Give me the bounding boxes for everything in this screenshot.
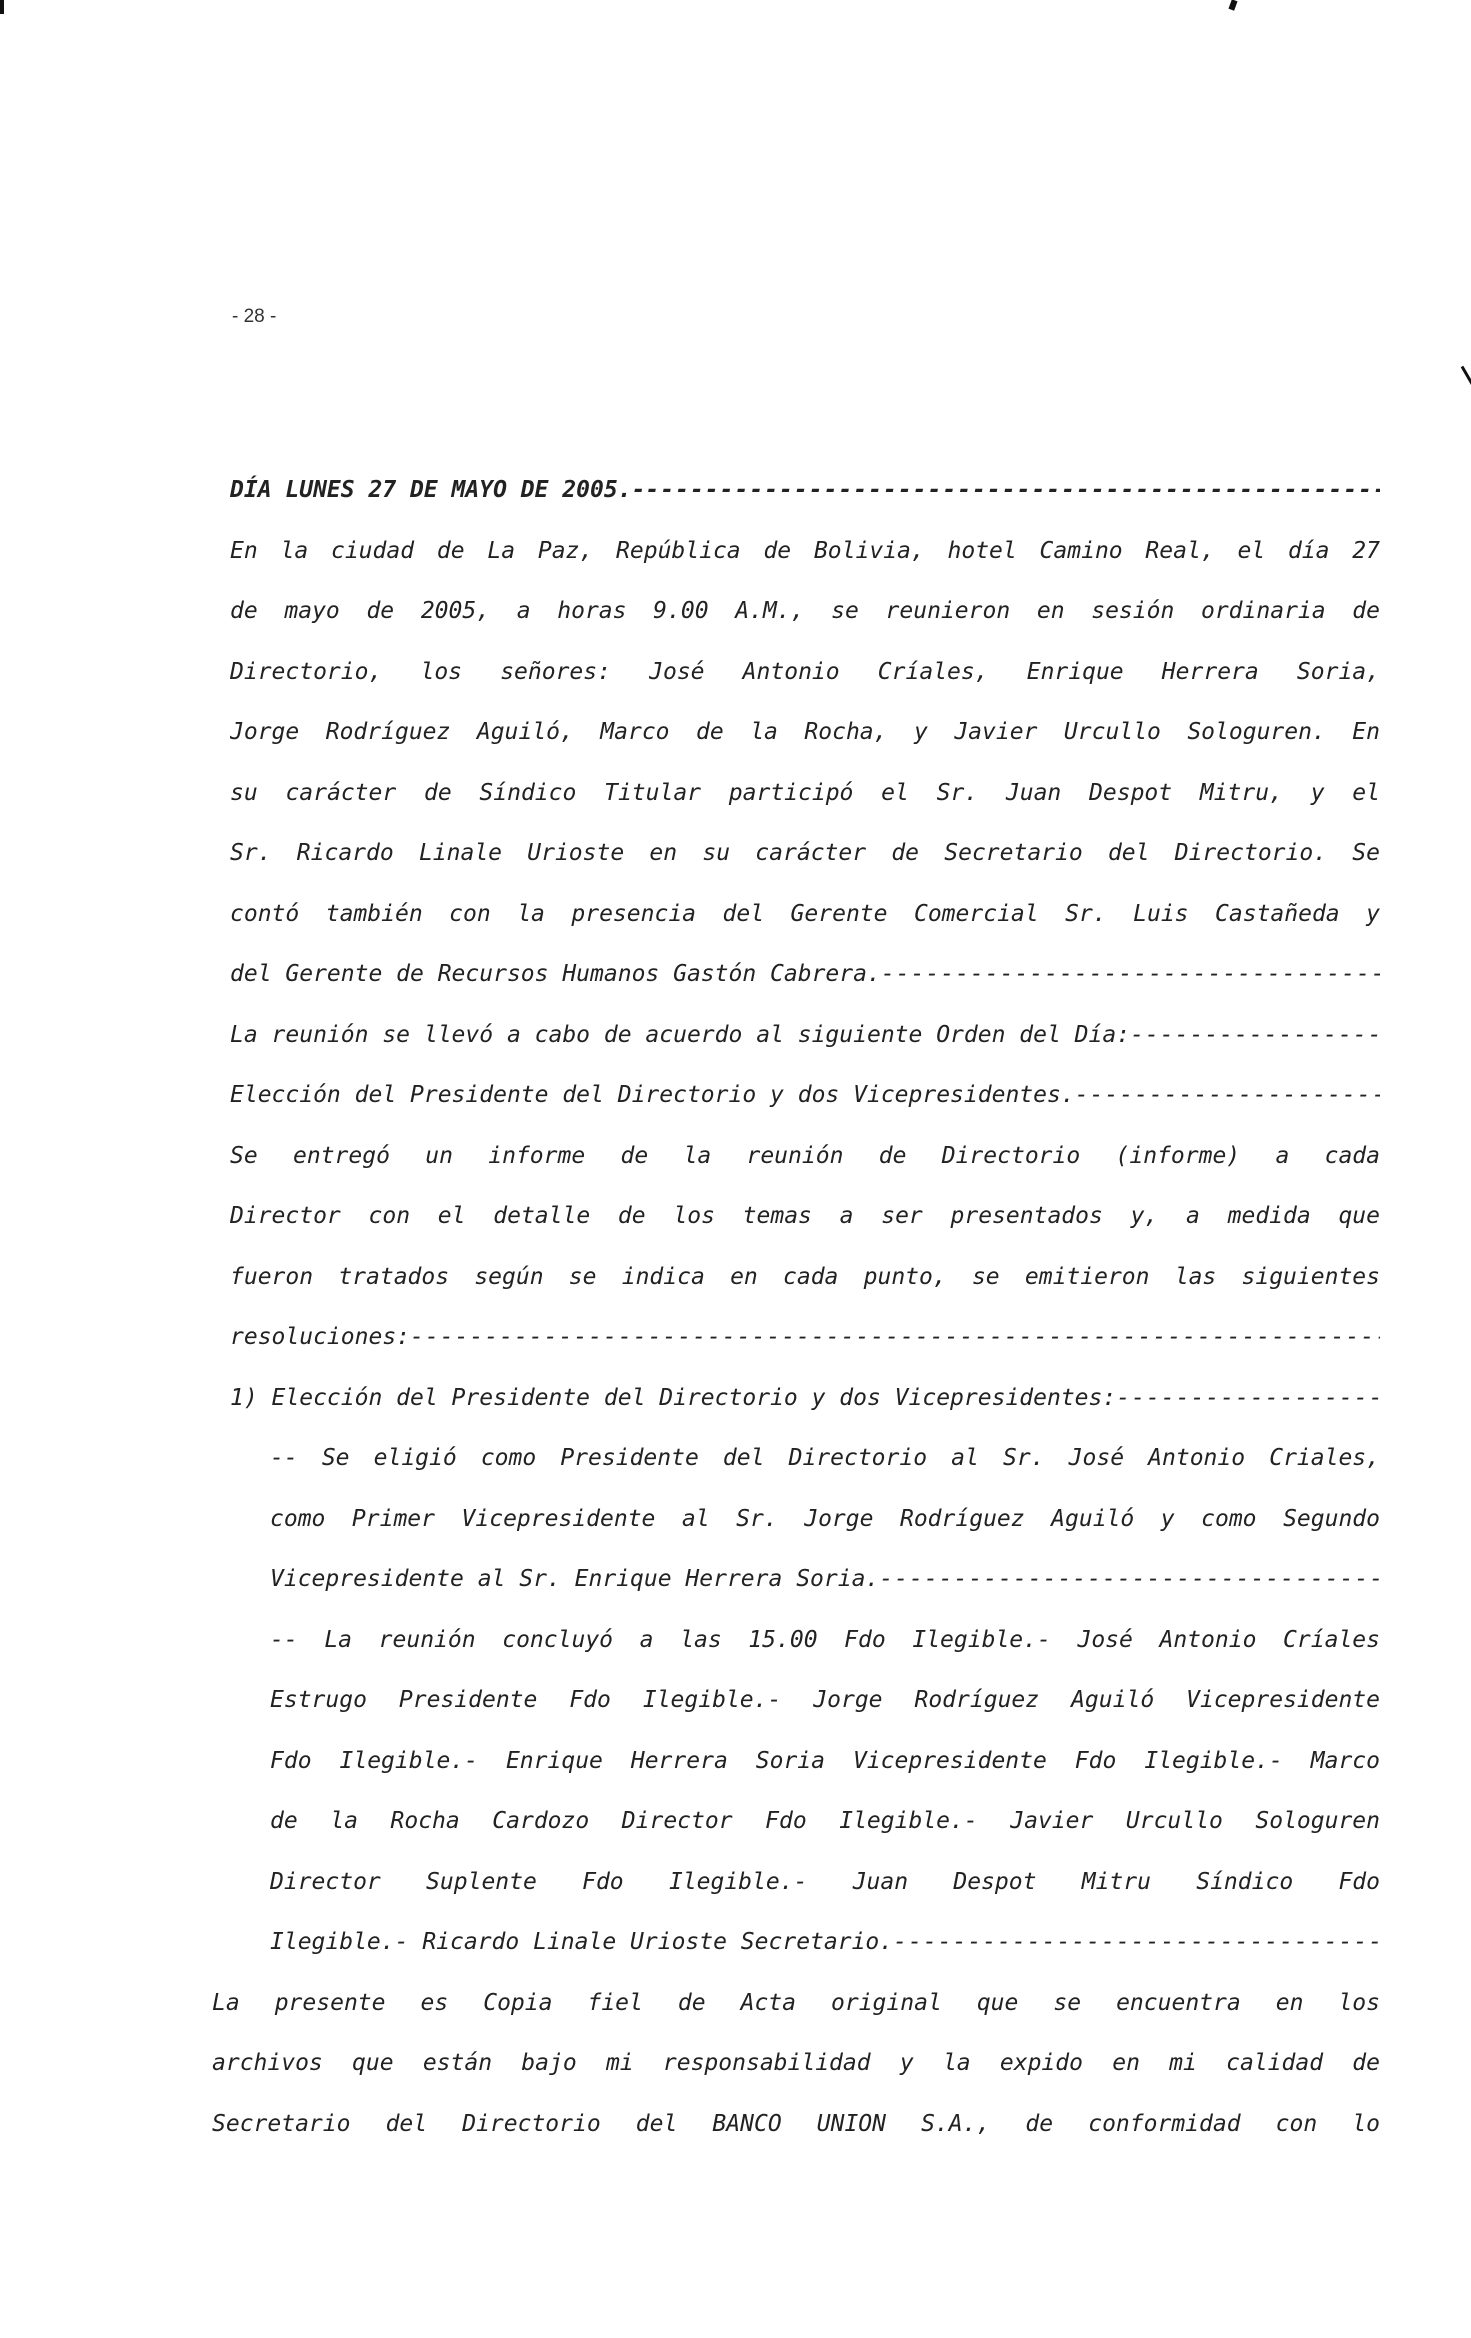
paragraph-line: Jorge Rodríguez Aguiló, Marco de la Rocha, y Javier Urcullo Sologuren. En	[230, 719, 1380, 745]
resolution-line: Vicepresidente al Sr. Enrique Herrera Soria. -----	[230, 1549, 1380, 1610]
paragraph-line: su carácter de Síndico Titular participó el Sr. Juan Despot Mitru, y el	[230, 779, 1380, 806]
signature-line: Ilegible.- Ricardo Linale Urioste Secretario. -----	[230, 1912, 1380, 1973]
certification-line: archivos que están bajo mi responsabilidad y la expido en mi calidad de	[212, 2050, 1380, 2076]
certification-line: Secretario del Directorio del BANCO UNION S.A., de conformidad con lo	[212, 2110, 1380, 2137]
certification-line: La presente es Copia fiel de Acta original que se encuentra en los	[212, 1989, 1380, 2016]
document-heading: DÍA LUNES 27 DE MAYO DE 2005.- -----	[230, 460, 1380, 521]
page-number: - 28 -	[232, 306, 277, 327]
signature-line: de la Rocha Cardozo Director Fdo Ilegible.- Javier Urcullo Sologuren	[270, 1808, 1380, 1834]
resolution-title-line: 1) Elección del Presidente del Directorio y dos Vicepresidentes: -----	[230, 1368, 1380, 1429]
signature-line: -- La reunión concluyó a las 15.00 Fdo Ilegible.- José Antonio Críales	[270, 1626, 1380, 1653]
agenda-item-line: Elección del Presidente del Directorio y dos Vicepresidentes. -----	[230, 1065, 1380, 1126]
scan-edge-mark-left	[0, 0, 4, 14]
signature-line: Estrugo Presidente Fdo Ilegible.- Jorge Rodríguez Aguiló Vicepresidente	[270, 1687, 1380, 1713]
paragraph-line: En la ciudad de La Paz, República de Bolivia, hotel Camino Real, el día 27	[230, 537, 1380, 564]
paragraph-line: Directorio, los señores: José Antonio Críales, Enrique Herrera Soria,	[230, 658, 1380, 685]
paragraph-line: Se entregó un informe de la reunión de Directorio (informe) a cada	[230, 1142, 1380, 1169]
resolution-line: como Primer Vicepresidente al Sr. Jorge Rodríguez Aguiló y como Segundo	[270, 1505, 1380, 1532]
paragraph-line: del Gerente de Recursos Humanos Gastón Cabrera. -----	[230, 944, 1380, 1005]
agenda-intro-line: La reunión se llevó a cabo de acuerdo al siguiente Orden del Día: -----	[230, 1005, 1380, 1066]
scan-edge-mark-side	[1461, 366, 1471, 387]
scan-edge-mark-right	[1228, 0, 1237, 11]
signature-line: Director Suplente Fdo Ilegible.- Juan Despot Mitru Síndico Fdo	[270, 1868, 1380, 1895]
signature-line: Fdo Ilegible.- Enrique Herrera Soria Vicepresidente Fdo Ilegible.- Marco	[270, 1747, 1380, 1774]
paragraph-line: contó también con la presencia del Gerente Comercial Sr. Luis Castañeda y	[230, 900, 1380, 927]
paragraph-line: Director con el detalle de los temas a ser presentados y, a medida que	[230, 1203, 1380, 1229]
paragraph-line: fueron tratados según se indica en cada punto, se emitieron las siguientes	[230, 1263, 1380, 1290]
paragraph-line: Sr. Ricardo Linale Urioste en su carácter de Secretario del Directorio. Se	[230, 840, 1380, 866]
document-body	[212, 460, 1380, 2154]
paragraph-line: de mayo de 2005, a horas 9.00 A.M., se reunieron en sesión ordinaria de	[230, 598, 1380, 624]
resolution-line: -- Se eligió como Presidente del Directorio al Sr. José Antonio Criales,	[270, 1445, 1380, 1471]
paragraph-line: resoluciones: -----	[230, 1307, 1380, 1368]
